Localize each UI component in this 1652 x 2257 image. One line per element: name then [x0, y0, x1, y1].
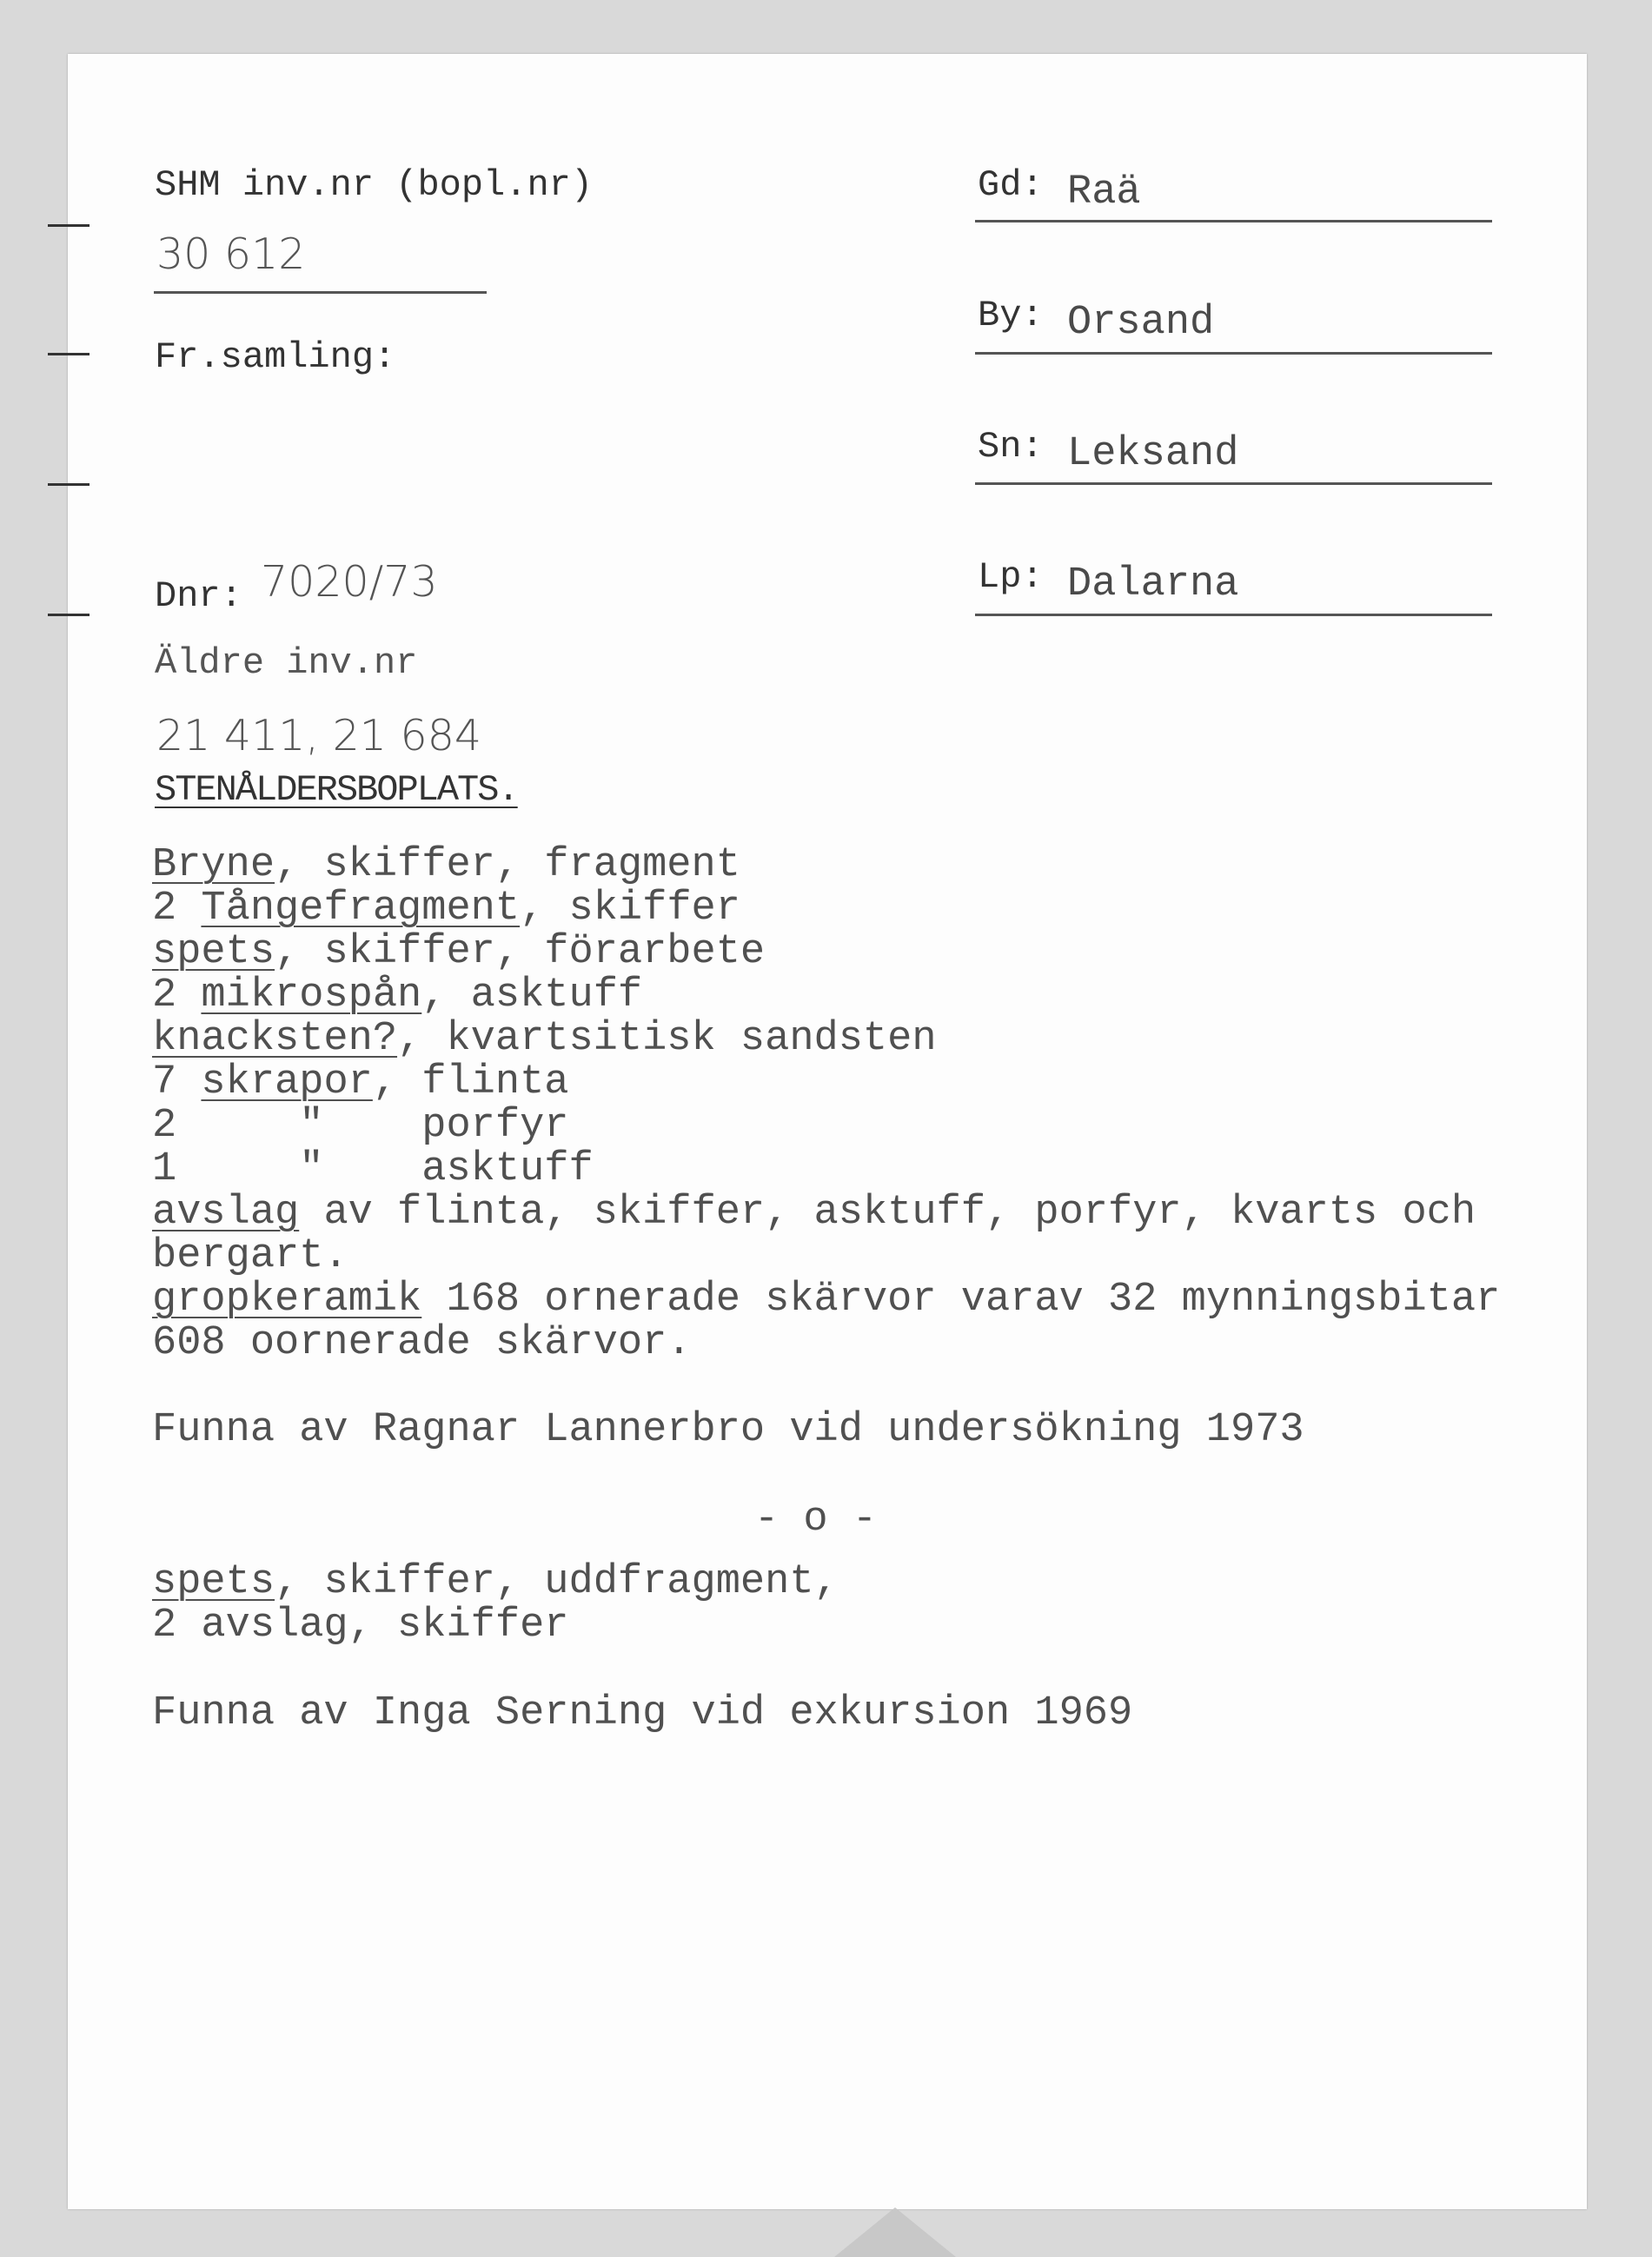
lp-label: Lp:	[978, 556, 1044, 598]
find-count: 7	[152, 1059, 202, 1105]
aldre-label: Äldre inv.nr	[155, 642, 418, 684]
sn-rule	[975, 482, 1492, 485]
find-type: knacksten?	[152, 1016, 398, 1062]
gd-label: Gd:	[978, 164, 1044, 206]
margin-mark	[48, 353, 90, 355]
find-material: av flinta, skiffer, asktuff, porfyr, kvarts och	[299, 1190, 1476, 1236]
samling-label: Fr.samling:	[155, 336, 396, 378]
find-line	[152, 1059, 569, 1105]
find-line	[152, 1603, 569, 1649]
finder-note-1: Funna av Ragnar Lannerbro vid undersökning 1973	[152, 1407, 1304, 1453]
margin-mark	[48, 483, 90, 486]
find-type: spets	[152, 929, 275, 975]
find-line	[152, 1190, 1476, 1236]
find-type: gropkeramik	[152, 1277, 422, 1323]
find-material: , kvartsitisk sandsten	[397, 1016, 937, 1062]
lp-rule	[975, 614, 1492, 616]
find-type: Bryne	[152, 842, 275, 888]
inv-value: 30 612	[156, 229, 306, 279]
sn-label: Sn:	[978, 426, 1044, 468]
find-material: 168 ornerade skärvor varav 32 mynningsbitar	[421, 1277, 1501, 1323]
inv-label: SHM inv.nr (bopl.nr)	[155, 164, 594, 206]
finder-note-2: Funna av Inga Serning vid exkursion 1969	[152, 1690, 1133, 1736]
site-heading: STENÅLDERSBOPLATS.	[155, 769, 518, 811]
find-material: , skiffer, uddfragment,	[275, 1559, 839, 1605]
find-line	[152, 1016, 937, 1062]
find-count: 1 "	[152, 1146, 422, 1192]
find-line	[152, 1277, 1501, 1323]
find-material: porfyr	[421, 1103, 569, 1149]
aldre-value: 21 411, 21 684	[156, 711, 482, 760]
find-line	[152, 1559, 839, 1605]
find-material: 608 oornerade skärvor.	[152, 1320, 692, 1366]
find-type: mikrospån	[201, 973, 422, 1019]
by-rule	[975, 352, 1492, 355]
find-material: asktuff	[421, 1146, 594, 1192]
find-type: Tångefragment	[201, 886, 521, 932]
lp-value: Dalarna	[1067, 561, 1239, 607]
find-material: , asktuff	[421, 973, 643, 1019]
by-label: By:	[978, 295, 1044, 336]
find-line	[152, 842, 740, 888]
sn-value: Leksand	[1067, 431, 1239, 477]
by-value: Orsand	[1067, 300, 1215, 346]
find-count: 2	[152, 886, 202, 932]
find-material: , skiffer, förarbete	[275, 929, 766, 975]
find-line	[152, 1233, 348, 1279]
find-line	[152, 929, 766, 975]
find-type: spets	[152, 1559, 275, 1605]
find-material: , flinta	[372, 1059, 569, 1105]
find-type: avslag	[152, 1190, 300, 1236]
find-material: bergart.	[152, 1233, 348, 1279]
find-count: 2	[152, 973, 202, 1019]
gd-rule	[975, 220, 1492, 222]
find-line	[152, 1146, 594, 1192]
find-line	[152, 886, 740, 932]
find-line	[152, 1103, 569, 1149]
find-material: , skiffer	[520, 886, 740, 932]
find-material: , skiffer, fragment	[275, 842, 740, 888]
dnr-value: 7020/73	[261, 557, 438, 607]
find-line	[152, 1320, 692, 1366]
find-count: 2 "	[152, 1103, 422, 1149]
separator: - o -	[754, 1497, 878, 1543]
inv-rule	[154, 291, 487, 294]
find-material: 2 avslag, skiffer	[152, 1603, 569, 1649]
margin-mark	[48, 224, 90, 227]
dnr-label: Dnr:	[155, 575, 242, 617]
gd-value: Raä	[1067, 169, 1141, 216]
find-line	[152, 973, 643, 1019]
find-type: skrapor	[201, 1059, 373, 1105]
card-holder-tab	[834, 2207, 956, 2257]
margin-mark	[48, 614, 90, 616]
